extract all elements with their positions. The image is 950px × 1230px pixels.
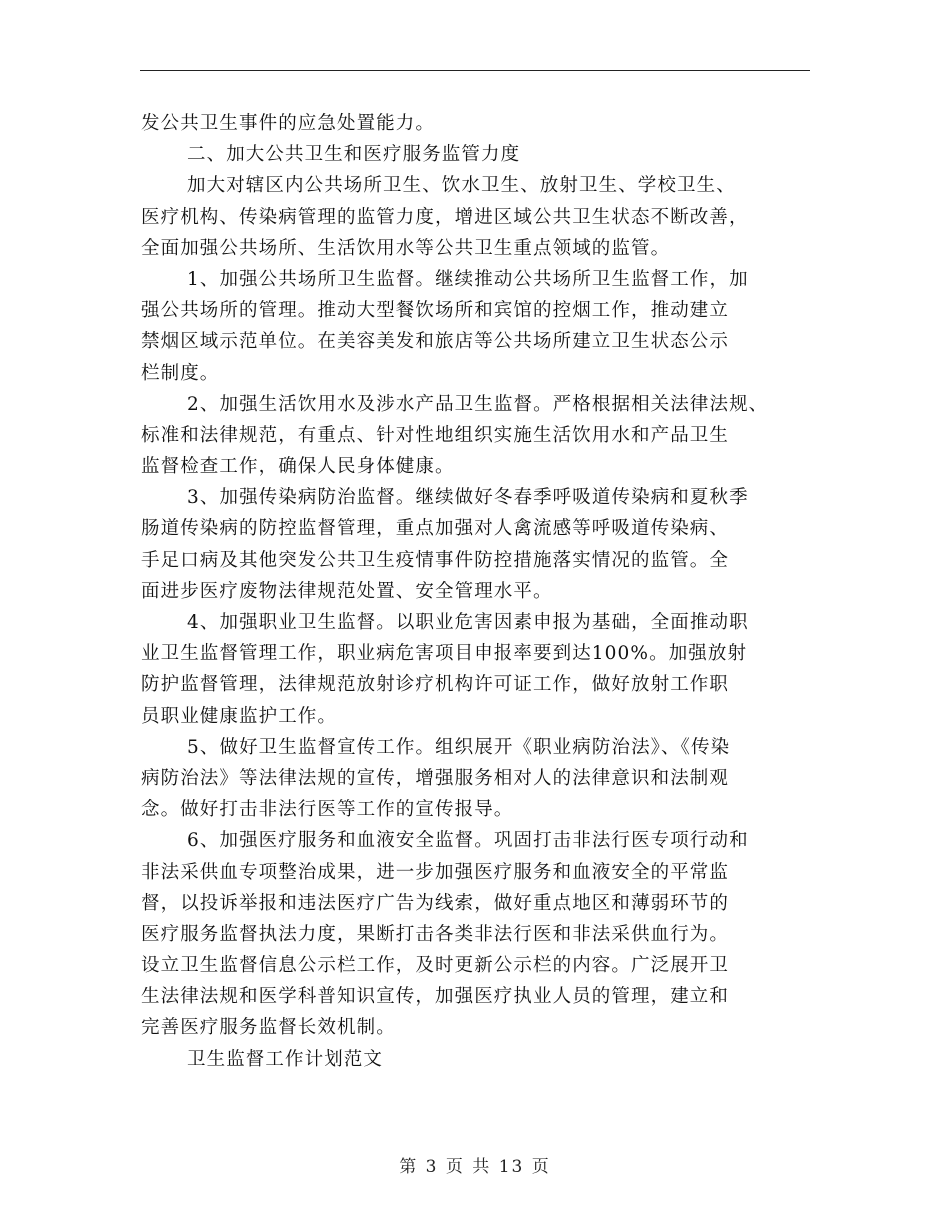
text-line: 全面加强公共场所、生活饮用水等公共卫生重点领域的监管。 bbox=[141, 237, 671, 259]
text-line: 1、加强公共场所卫生监督。继续推动公共场所卫生监督工作，加 bbox=[187, 268, 749, 290]
text-line: 强公共场所的管理。推动大型餐饮场所和宾馆的控烟工作，推动建立 bbox=[141, 300, 730, 322]
text-line: 员职业健康监护工作。 bbox=[141, 705, 338, 727]
text-line: 监督检查工作，确保人民身体健康。 bbox=[141, 456, 455, 478]
text-line: 非法采供血专项整治成果，进一步加强医疗服务和血液安全的平常监 bbox=[141, 861, 730, 883]
text-line: 设立卫生监督信息公示栏工作，及时更新公示栏的内容。广泛展开卫 bbox=[141, 955, 730, 977]
text-line: 手足口病及其他突发公共卫生疫情事件防控措施落实情况的监管。全 bbox=[141, 549, 730, 571]
text-line: 卫生监督工作计划范文 bbox=[187, 1048, 384, 1070]
text-line: 2、加强生活饮用水及涉水产品卫生监督。严格根据相关法律法规、 bbox=[187, 393, 769, 415]
text-line: 生法律法规和医学科普知识宣传，加强医疗执业人员的管理，建立和 bbox=[141, 986, 730, 1008]
text-line: 业卫生监督管理工作，职业病危害项目申报率要到达100%。加强放射 bbox=[141, 643, 748, 665]
text-line: 念。做好打击非法行医等工作的宣传报导。 bbox=[141, 799, 514, 821]
text-line: 完善医疗服务监督长效机制。 bbox=[141, 1017, 396, 1039]
page-number-footer: 第 3 页 共 13 页 bbox=[399, 1157, 551, 1177]
document-body bbox=[141, 108, 831, 1075]
text-line: 二、加大公共卫生和医疗服务监管力度 bbox=[187, 144, 521, 166]
text-line: 栏制度。 bbox=[141, 362, 220, 384]
text-line: 禁烟区域示范单位。在美容美发和旅店等公共场所建立卫生状态公示 bbox=[141, 331, 730, 353]
text-line: 发公共卫生事件的应急处置能力。 bbox=[141, 113, 436, 134]
text-line: 加大对辖区内公共场所卫生、饮水卫生、放射卫生、学校卫生、 bbox=[187, 175, 736, 197]
text-line: 4、加强职业卫生监督。以职业危害因素申报为基础，全面推动职 bbox=[187, 612, 749, 633]
text-line: 医疗机构、传染病管理的监管力度，增进区域公共卫生状态不断改善， bbox=[141, 206, 749, 228]
text-line: 肠道传染病的防控监督管理，重点加强对人禽流感等呼吸道传染病、 bbox=[141, 518, 730, 540]
text-line: 医疗服务监督执法力度，果断打击各类非法行医和非法采供血行为。 bbox=[141, 923, 730, 945]
text-line: 3、加强传染病防治监督。继续做好冬春季呼吸道传染病和夏秋季 bbox=[187, 487, 749, 509]
text-line: 5、做好卫生监督宣传工作。组织展开《职业病防治法》、《传染 bbox=[187, 736, 731, 758]
text-line: 6、加强医疗服务和血液安全监督。巩固打击非法行医专项行动和 bbox=[187, 830, 749, 852]
text-line: 标准和法律规范，有重点、针对性地组织实施生活饮用水和产品卫生 bbox=[141, 424, 730, 446]
text-line: 病防治法》等法律法规的宣传，增强服务相对人的法律意识和法制观 bbox=[141, 767, 730, 789]
text-line: 防护监督管理，法律规范放射诊疗机构许可证工作，做好放射工作职 bbox=[141, 674, 730, 696]
text-line: 面进步医疗废物法律规范处置、安全管理水平。 bbox=[141, 580, 553, 602]
text-line: 督，以投诉举报和违法医疗广告为线索，做好重点地区和薄弱环节的 bbox=[141, 892, 730, 914]
header-rule bbox=[140, 70, 810, 71]
